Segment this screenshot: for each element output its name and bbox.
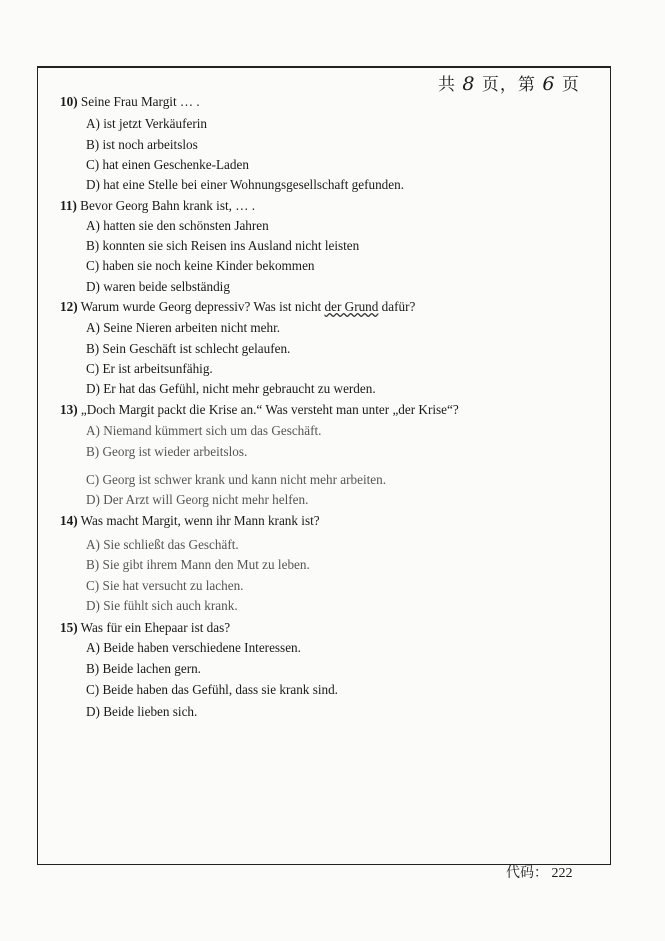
answer-option: A) Niemand kümmert sich um das Geschäft. [86, 423, 322, 438]
code-value: 222 [551, 866, 573, 881]
question-number: 14) [60, 513, 78, 528]
question-text: Was für ein Ehepaar ist das? [80, 620, 231, 635]
answer-option: C) Georg ist schwer krank und kann nicht mehr arbeiten. [86, 472, 387, 487]
question-text: Bevor Georg Bahn krank ist, … . [80, 198, 255, 213]
answer-option: A) ist jetzt Verkäuferin [86, 116, 207, 131]
answer-option: B) konnten sie sich Reisen ins Ausland nicht leisten [86, 238, 360, 253]
answer-option: D) hat eine Stelle bei einer Wohnungsgesellschaft gefunden. [86, 177, 405, 192]
code-label: 代码： [506, 866, 548, 881]
question-number: 11) [60, 198, 77, 213]
answer-option: A) hatten sie den schönsten Jahren [86, 218, 269, 233]
answer-option: A) Sie schließt das Geschäft. [86, 537, 239, 552]
answer-option: B) Sein Geschäft ist schlecht gelaufen. [86, 341, 291, 356]
question-11 [60, 198, 255, 214]
answer-option: C) Beide haben das Gefühl, dass sie krank sind. [86, 682, 338, 697]
question-number: 13) [60, 402, 78, 417]
answer-option: D) Er hat das Gefühl, nicht mehr gebraucht zu werden. [86, 381, 376, 396]
page-indicator [438, 70, 580, 95]
answer-option: A) Seine Nieren arbeiten nicht mehr. [86, 320, 281, 335]
page-current: 6 [542, 73, 556, 95]
question-text-end: dafür? [378, 299, 416, 314]
question-text: Warum wurde Georg depressiv? Was ist nicht [80, 299, 325, 314]
answer-option: B) Beide lachen gern. [86, 661, 201, 676]
answer-option: C) Er ist arbeitsunfähig. [86, 361, 213, 376]
underlined-phrase: der Grund [324, 299, 379, 314]
question-15 [60, 620, 230, 636]
answer-option: B) Sie gibt ihrem Mann den Mut zu leben. [86, 557, 310, 572]
answer-option: C) Sie hat versucht zu lachen. [86, 578, 244, 593]
page-total: 8 [462, 73, 476, 95]
question-12 [60, 299, 415, 315]
page-total-prefix: 共 [438, 75, 456, 95]
question-14 [60, 513, 320, 529]
question-13 [60, 402, 459, 418]
answer-option: D) Sie fühlt sich auch krank. [86, 598, 238, 613]
question-number: 15) [60, 620, 78, 635]
question-text: Seine Frau Margit … . [80, 94, 200, 109]
question-text: Was macht Margit, wenn ihr Mann krank ist? [80, 513, 320, 528]
answer-option: B) ist noch arbeitslos [86, 137, 198, 152]
answer-option: A) Beide haben verschiedene Interessen. [86, 640, 301, 655]
page-current-prefix: 页，第 [481, 75, 536, 95]
answer-option: C) hat einen Geschenke-Laden [86, 157, 249, 172]
question-10 [60, 94, 200, 110]
footer-code [506, 862, 573, 882]
answer-option: C) haben sie noch keine Kinder bekommen [86, 258, 315, 273]
answer-option: B) Georg ist wieder arbeitslos. [86, 444, 248, 459]
answer-option: D) waren beide selbständig [86, 279, 230, 294]
question-number: 12) [60, 299, 78, 314]
page-suffix: 页 [561, 75, 580, 95]
question-number: 10) [60, 94, 78, 109]
answer-option: D) Der Arzt will Georg nicht mehr helfen. [86, 492, 309, 507]
answer-option: D) Beide lieben sich. [86, 704, 198, 719]
question-text: „Doch Margit packt die Krise an.“ Was versteht man unter „der Krise“? [80, 402, 459, 417]
